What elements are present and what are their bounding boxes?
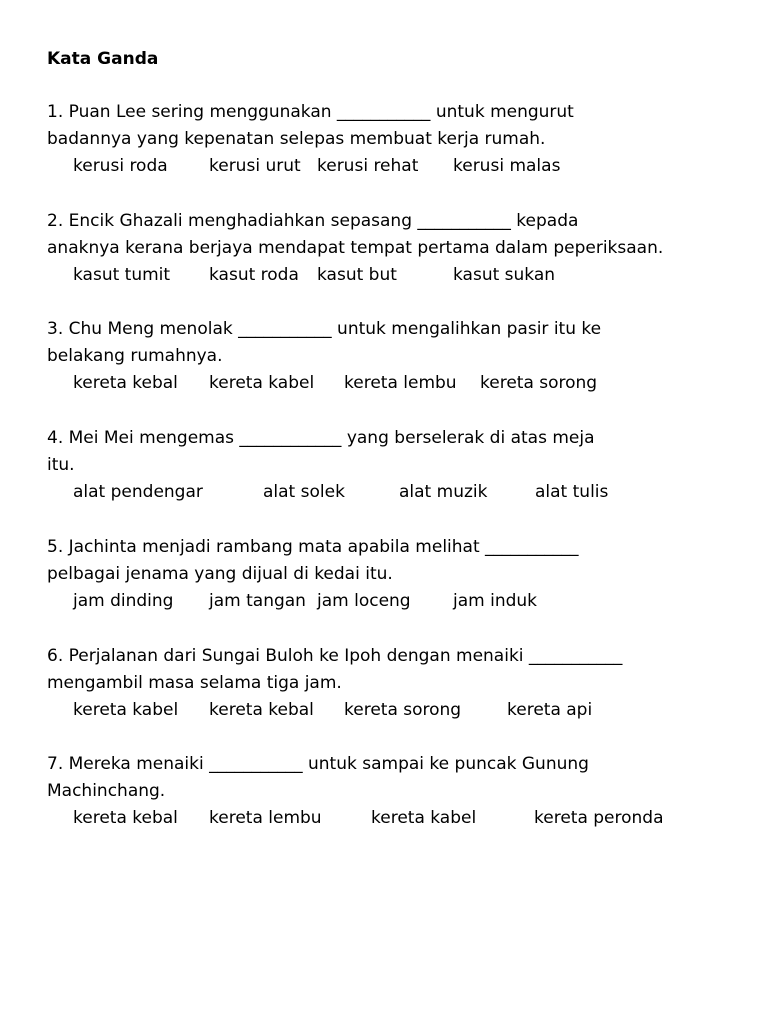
answer-option: jam loceng [317,591,411,611]
answer-option: kasut roda [209,265,299,285]
answer-option: kasut tumit [73,265,171,285]
answer-option: alat muzik [399,482,488,502]
answer-option: kasut sukan [453,265,556,285]
question-line-2: belakang rumahnya. [47,346,223,366]
answer-option: kasut but [317,265,397,285]
answer-option: kereta kebal [73,373,178,393]
question-line-1 [47,317,601,341]
answer-option: kereta kabel [371,808,477,828]
answer-option: kereta lembu [209,808,322,828]
answer-option: jam induk [453,591,538,611]
question-text: 1. Puan Lee sering menggunakan [47,102,337,122]
answer-option: alat solek [263,482,345,502]
question-text: 6. Perjalanan dari Sungai Buloh ke Ipoh dengan menaiki [47,646,529,666]
question-text: 7. Mereka menaiki [47,754,210,774]
question-text: 3. Chu Meng menolak [47,319,239,339]
answer-option: kereta lembu [344,373,457,393]
question-text: 4. Mei Mei mengemas [47,428,240,448]
worksheet-title: Kata Ganda [47,49,159,69]
answer-option: kereta kebal [209,700,314,720]
answer-option: kereta sorong [344,700,462,720]
question-text: yang berselerak di atas meja [341,428,595,448]
answer-option: kereta api [507,700,593,720]
answer-blank: ___________ [528,646,623,666]
question-line-2: badannya yang kepenatan selepas membuat kerja rumah. [47,129,546,149]
answer-blank: ___________ [336,102,431,122]
question-line-1 [47,209,578,233]
answer-option: jam tangan [209,591,306,611]
question-line-2: anaknya kerana berjaya mendapat tempat pertama dalam peperiksaan. [47,238,664,258]
question-text: untuk mengurut [430,102,574,122]
question-line-1 [47,644,622,668]
question-line-2: mengambil masa selama tiga jam. [47,673,342,693]
answer-option: kerusi rehat [317,156,419,176]
answer-option: kerusi urut [209,156,301,176]
answer-blank: ___________ [209,754,303,774]
answer-blank: ___________ [238,319,332,339]
answer-blank: ____________ [239,428,342,448]
answer-option: kerusi malas [453,156,561,176]
answer-option: kereta kabel [73,700,179,720]
answer-option: kereta peronda [534,808,664,828]
question-text: kepada [510,211,579,231]
answer-option: kereta kebal [73,808,178,828]
question-line-1 [47,426,595,450]
answer-blank: ___________ [417,211,511,231]
answer-option: jam dinding [73,591,174,611]
question-text: 2. Encik Ghazali menghadiahkan sepasang [47,211,418,231]
question-text: untuk sampai ke puncak Gunung [302,754,589,774]
question-line-2: pelbagai jenama yang dijual di kedai itu. [47,564,393,584]
question-line-1 [47,100,574,124]
answer-option: kereta sorong [480,373,598,393]
answer-option: kerusi roda [73,156,168,176]
question-line-1 [47,535,579,559]
answer-option: alat pendengar [73,482,203,502]
question-line-2: itu. [47,455,75,475]
question-line-1 [47,752,589,776]
question-text: 5. Jachinta menjadi rambang mata apabila melihat [47,537,486,557]
answer-option: alat tulis [535,482,609,502]
question-text: untuk mengalihkan pasir itu ke [331,319,602,339]
answer-option: kereta kabel [209,373,315,393]
question-line-2: Machinchang. [47,781,166,801]
answer-blank: ___________ [485,537,579,557]
